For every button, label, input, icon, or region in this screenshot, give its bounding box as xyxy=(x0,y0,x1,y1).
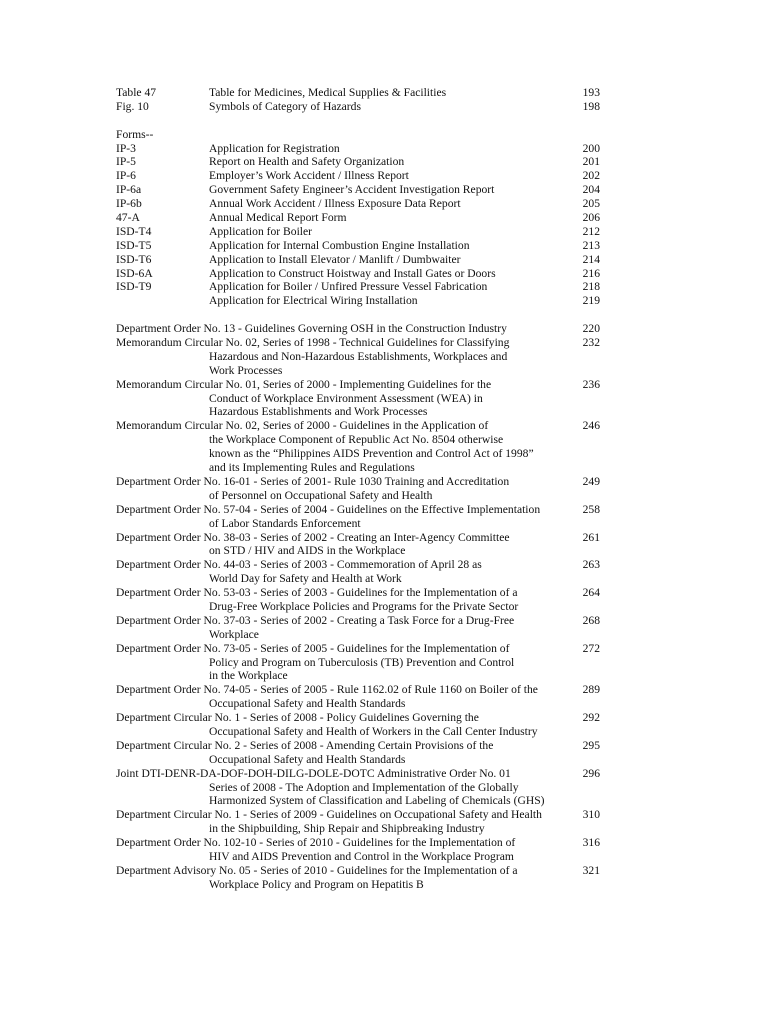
issuance-title-continued: Series of 2008 - The Adoption and Implementation of the Globally xyxy=(209,780,519,794)
form-code: IP-3 xyxy=(116,141,136,155)
forms-list xyxy=(116,142,606,309)
form-code: ISD-6A xyxy=(116,266,153,280)
issuance-title: Department Circular No. 2 - Series of 2008 - Amending Certain Provisions of the xyxy=(116,738,494,752)
issuance-entry xyxy=(116,586,606,614)
issuance-title-continued: Harmonized System of Classification and Labeling of Chemicals (GHS) xyxy=(209,794,545,808)
issuance-entry xyxy=(116,683,606,711)
form-row xyxy=(116,211,606,225)
issuance-title-continued: Occupational Safety and Health of Workers in the Call Center Industry xyxy=(209,724,538,738)
issuance-title: Department Order No. 37-03 - Series of 2002 - Creating a Task Force for a Drug-Free xyxy=(116,613,515,627)
issuance-page-number: 295 xyxy=(582,738,600,752)
form-page-number: 216 xyxy=(582,266,600,280)
issuance-title-continued: in the Workplace xyxy=(209,669,288,683)
issuance-page-number: 261 xyxy=(582,530,600,544)
form-code: ISD-T5 xyxy=(116,238,152,252)
issuance-entry xyxy=(116,558,606,586)
form-row xyxy=(116,253,606,267)
issuance-title: Joint DTI-DENR-DA-DOF-DOH-DILG-DOLE-DOTC Administrative Order No. 01 xyxy=(116,766,511,780)
form-page-number: 201 xyxy=(582,155,600,169)
issuance-page-number: 264 xyxy=(582,586,600,600)
issuance-title-continued: of Personnel on Occupational Safety and Health xyxy=(209,488,433,502)
form-code: IP-6a xyxy=(116,183,142,197)
form-title: Application for Boiler xyxy=(209,224,313,238)
toc-title: Symbols of Category of Hazards xyxy=(209,99,361,113)
issuance-title: Department Order No. 102-10 - Series of 2010 - Guidelines for the Implementation of xyxy=(116,836,516,850)
issuance-page-number: 292 xyxy=(582,711,600,725)
issuance-title: Department Order No. 53-03 - Series of 2003 - Guidelines for the Implementation of a xyxy=(116,586,518,600)
form-code: ISD-T6 xyxy=(116,252,152,266)
issuance-entry xyxy=(116,503,606,531)
issuance-entry xyxy=(116,836,606,864)
issuance-title-continued: Work Processes xyxy=(209,363,283,377)
issuance-page-number: 263 xyxy=(582,558,600,572)
toc-title: Table for Medicines, Medical Supplies & Facilities xyxy=(209,86,447,99)
form-code: IP-6b xyxy=(116,197,142,211)
toc-page-number: 193 xyxy=(582,86,600,99)
issuance-entry xyxy=(116,322,606,336)
issuance-entry xyxy=(116,475,606,503)
issuance-title: Department Order No. 74-05 - Series of 2005 - Rule 1162.02 of Rule 1160 on Boiler of the xyxy=(116,683,538,697)
spacer xyxy=(116,114,606,128)
form-page-number: 219 xyxy=(582,294,600,308)
issuance-entry xyxy=(116,767,606,809)
form-page-number: 212 xyxy=(582,224,600,238)
issuance-title: Department Advisory No. 05 - Series of 2010 - Guidelines for the Implementation of a xyxy=(116,863,518,877)
issuance-page-number: 232 xyxy=(582,336,600,350)
toc-code: Fig. 10 xyxy=(116,99,149,113)
issuance-title-continued: Hazardous Establishments and Work Processes xyxy=(209,405,428,419)
issuance-page-number: 289 xyxy=(582,683,600,697)
issuance-title-continued: and its Implementing Rules and Regulations xyxy=(209,461,415,475)
form-title: Application for Registration xyxy=(209,141,340,155)
form-title: Application for Internal Combustion Engine Installation xyxy=(209,238,470,252)
form-code: ISD-T4 xyxy=(116,224,152,238)
form-title: Application for Boiler / Unfired Pressure Vessel Fabrication xyxy=(209,280,488,294)
form-row xyxy=(116,169,606,183)
form-row xyxy=(116,239,606,253)
issuance-entry xyxy=(116,419,606,475)
issuance-entry xyxy=(116,864,606,892)
issuance-title-continued: Occupational Safety and Health Standards xyxy=(209,697,406,711)
table-of-contents xyxy=(116,86,606,892)
form-row xyxy=(116,142,606,156)
form-code: IP-6 xyxy=(116,169,136,183)
form-code: ISD-T9 xyxy=(116,280,152,294)
form-row xyxy=(116,155,606,169)
issuance-page-number: 246 xyxy=(582,419,600,433)
form-page-number: 202 xyxy=(582,169,600,183)
issuance-page-number: 272 xyxy=(582,641,600,655)
issuance-title: Memorandum Circular No. 01, Series of 2000 - Implementing Guidelines for the xyxy=(116,377,492,391)
form-page-number: 214 xyxy=(582,252,600,266)
toc-row xyxy=(116,86,606,100)
issuance-title: Department Circular No. 1 - Series of 2009 - Guidelines on Occupational Safety and Health xyxy=(116,808,542,822)
spacer xyxy=(116,308,606,322)
form-title: Government Safety Engineer’s Accident Investigation Report xyxy=(209,183,495,197)
tables-figures-list xyxy=(116,86,606,114)
form-row xyxy=(116,280,606,294)
form-title: Annual Work Accident / Illness Exposure Data Report xyxy=(209,197,461,211)
issuance-title: Department Circular No. 1 - Series of 2008 - Policy Guidelines Governing the xyxy=(116,711,479,725)
form-title: Annual Medical Report Form xyxy=(209,211,347,225)
issuance-title-continued: in the Shipbuilding, Ship Repair and Shipbreaking Industry xyxy=(209,822,485,836)
issuance-title: Department Order No. 73-05 - Series of 2005 - Guidelines for the Implementation of xyxy=(116,641,510,655)
form-row xyxy=(116,183,606,197)
form-page-number: 205 xyxy=(582,197,600,211)
issuance-title-continued: Workplace xyxy=(209,627,259,641)
issuance-title: Memorandum Circular No. 02, Series of 1998 - Technical Guidelines for Classifying xyxy=(116,336,510,350)
issuance-page-number: 220 xyxy=(582,322,600,336)
issuance-page-number: 268 xyxy=(582,613,600,627)
form-title: Application to Install Elevator / Manlift / Dumbwaiter xyxy=(209,252,461,266)
issuance-title-continued: Drug-Free Workplace Policies and Programs for the Private Sector xyxy=(209,599,519,613)
issuances-list xyxy=(116,322,606,892)
form-row xyxy=(116,225,606,239)
form-row xyxy=(116,294,606,308)
issuance-title-continued: Conduct of Workplace Environment Assessment (WEA) in xyxy=(209,391,483,405)
toc-row xyxy=(116,100,606,114)
issuance-title-continued: Hazardous and Non-Hazardous Establishments, Workplaces and xyxy=(209,349,508,363)
issuance-title: Department Order No. 13 - Guidelines Governing OSH in the Construction Industry xyxy=(116,322,507,336)
issuance-title-continued: the Workplace Component of Republic Act No. 8504 otherwise xyxy=(209,433,504,447)
form-page-number: 200 xyxy=(582,141,600,155)
issuance-entry xyxy=(116,711,606,739)
form-title: Employer’s Work Accident / Illness Report xyxy=(209,169,409,183)
issuance-title: Department Order No. 16-01 - Series of 2001- Rule 1030 Training and Accreditation xyxy=(116,474,510,488)
forms-heading: Forms-- xyxy=(116,127,154,141)
form-row xyxy=(116,267,606,281)
issuance-page-number: 321 xyxy=(582,863,600,877)
form-page-number: 204 xyxy=(582,183,600,197)
issuance-page-number: 236 xyxy=(582,377,600,391)
form-title: Application for Electrical Wiring Installation xyxy=(209,294,418,308)
form-page-number: 213 xyxy=(582,238,600,252)
issuance-title-continued: of Labor Standards Enforcement xyxy=(209,516,361,530)
issuance-title: Department Order No. 38-03 - Series of 2002 - Creating an Inter-Agency Committee xyxy=(116,530,510,544)
issuance-title-continued: HIV and AIDS Prevention and Control in the Workplace Program xyxy=(209,849,514,863)
issuance-page-number: 249 xyxy=(582,474,600,488)
issuance-page-number: 310 xyxy=(582,808,600,822)
form-code: IP-5 xyxy=(116,155,136,169)
issuance-entry xyxy=(116,739,606,767)
toc-code: Table 47 xyxy=(116,86,157,99)
issuance-page-number: 296 xyxy=(582,766,600,780)
issuance-title-continued: Policy and Program on Tuberculosis (TB) Prevention and Control xyxy=(209,655,515,669)
issuance-entry xyxy=(116,336,606,378)
issuance-title-continued: World Day for Safety and Health at Work xyxy=(209,572,402,586)
issuance-entry xyxy=(116,531,606,559)
issuance-page-number: 316 xyxy=(582,836,600,850)
issuance-page-number: 258 xyxy=(582,502,600,516)
form-page-number: 218 xyxy=(582,280,600,294)
issuance-title: Memorandum Circular No. 02, Series of 2000 - Guidelines in the Application of xyxy=(116,419,489,433)
issuance-title-continued: Workplace Policy and Program on Hepatitis B xyxy=(209,877,424,891)
form-row xyxy=(116,197,606,211)
issuance-entry xyxy=(116,642,606,684)
issuance-title-continued: on STD / HIV and AIDS in the Workplace xyxy=(209,544,406,558)
form-code: 47-A xyxy=(116,211,140,225)
issuance-title: Department Order No. 57-04 - Series of 2004 - Guidelines on the Effective Implementation xyxy=(116,502,541,516)
issuance-entry xyxy=(116,378,606,420)
toc-page-number: 198 xyxy=(582,99,600,113)
form-title: Report on Health and Safety Organization xyxy=(209,155,405,169)
issuance-title-continued: known as the “Philippines AIDS Prevention and Control Act of 1998” xyxy=(209,447,534,461)
issuance-title: Department Order No. 44-03 - Series of 2003 - Commemoration of April 28 as xyxy=(116,558,482,572)
issuance-title-continued: Occupational Safety and Health Standards xyxy=(209,752,406,766)
issuance-entry xyxy=(116,808,606,836)
form-page-number: 206 xyxy=(582,211,600,225)
issuance-entry xyxy=(116,614,606,642)
form-title: Application to Construct Hoistway and Install Gates or Doors xyxy=(209,266,496,280)
